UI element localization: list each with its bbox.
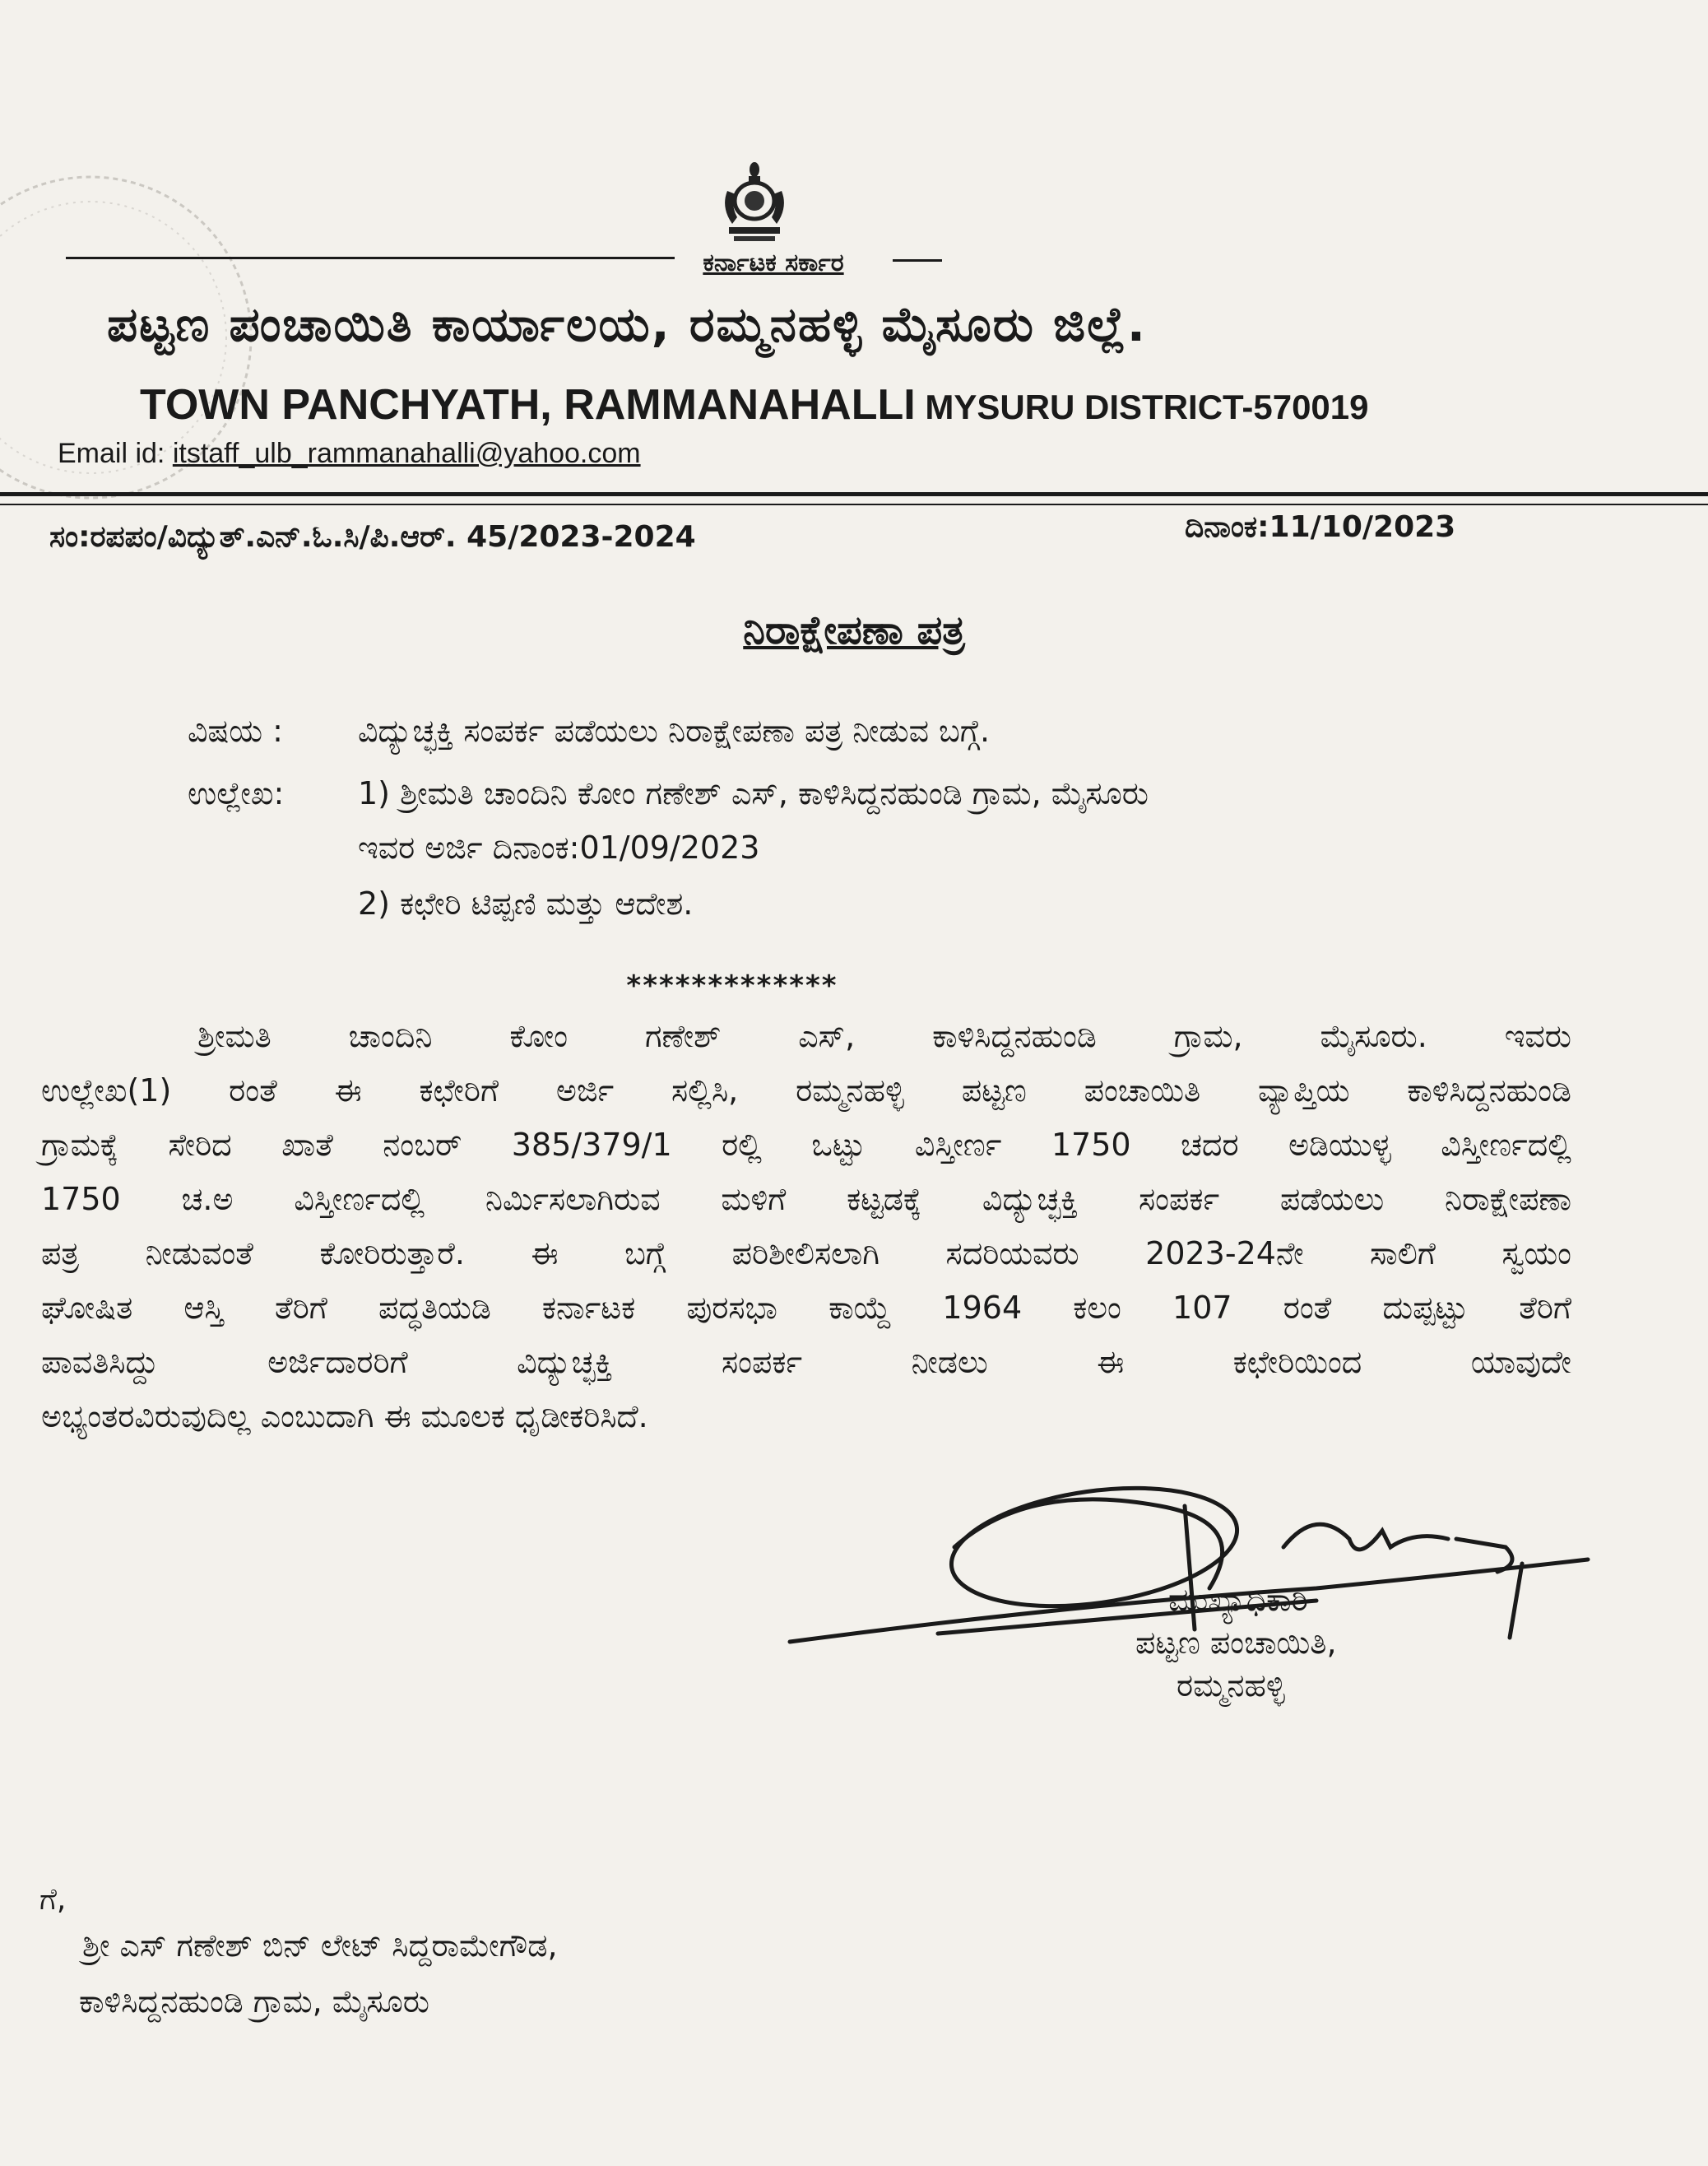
letter-date: ದಿನಾಂಕ:11/10/2023	[1185, 510, 1456, 544]
body-line: ಘೋಷಿತ ಆಸ್ತಿ ತೆರಿಗೆ ಪದ್ಧತಿಯಡಿ ಕರ್ನಾಟಕ ಪುರಸಭಾ ಕಾಯ್ದೆ 1964 ಕಲಂ 107 ರಂತೆ ದುಪ್ಪಟ್ಟು ತೆರಿಗೆ	[41, 1290, 1571, 1326]
subject-text: ವಿದ್ಯುಚ್ಛಕ್ತಿ ಸಂಪರ್ಕ ಪಡೆಯಲು ನಿರಾಕ್ಷೇಪಣಾ ಪತ್ರ ನೀಡುವ ಬಗ್ಗೆ.	[358, 713, 991, 749]
body-line: 1750 ಚ.ಅ ವಿಸ್ತೀರ್ಣದಲ್ಲಿ ನಿರ್ಮಿಸಲಾಗಿರುವ ಮಳಿಗೆ ಕಟ್ಟಡಕ್ಕೆ ವಿದ್ಯುಚ್ಛಕ್ತಿ ಸಂಪರ್ಕ ಪಡೆಯಲು ನಿರಾಕ್ಷೇಪಣಾ	[41, 1181, 1571, 1217]
body-line: ಗ್ರಾಮಕ್ಕೆ ಸೇರಿದ ಖಾತೆ ನಂಬರ್ 385/379/1 ರಲ್ಲಿ ಒಟ್ಟು ವಿಸ್ತೀರ್ಣ 1750 ಚದರ ಅಡಿಯುಳ್ಳ ವಿಸ್ತೀರ್ಣದಲ್ಲಿ	[41, 1127, 1571, 1163]
document-title: ನಿರಾಕ್ಷೇಪಣಾ ಪತ್ರ	[743, 607, 965, 653]
office-name-english-district: MYSURU DISTRICT-570019	[925, 388, 1369, 426]
reference-item-1-line-1: 1) ಶ್ರೀಮತಿ ಚಾಂದಿನಿ ಕೋಂ ಗಣೇಶ್ ಎಸ್, ಕಾಳಿಸಿದ್ದನಹುಂಡಿ ಗ್ರಾಮ, ಮೈಸೂರು	[358, 775, 1149, 811]
signatory-office: ಪಟ್ಟಣ ಪಂಚಾಯಿತಿ,	[1135, 1624, 1337, 1661]
separator-stars: *************	[626, 969, 838, 1002]
subject-label: ವಿಷಯ :	[188, 713, 283, 749]
reference-label: ಉಲ್ಲೇಖ:	[188, 775, 285, 811]
signatory-place: ರಮ್ಮನಹಳ್ಳಿ	[1177, 1667, 1285, 1704]
email-address[interactable]: itstaff_ulb_rammanahalli@yahoo.com	[172, 438, 641, 469]
body-line: ಪಾವತಿಸಿದ್ದು ಅರ್ಜಿದಾರರಿಗೆ ವಿದ್ಯುಚ್ಛಕ್ತಿ ಸಂಪರ್ಕ ನೀಡಲು ಈ ಕಛೇರಿಯಿಂದ ಯಾವುದೇ	[41, 1344, 1572, 1380]
body-line: ಅಭ್ಯಂತರವಿರುವುದಿಲ್ಲ ಎಂಬುದಾಗಿ ಈ ಮೂಲಕ ಧೃಡೀಕರಿಸಿದೆ.	[41, 1398, 648, 1434]
office-name-english-main: TOWN PANCHYATH, RAMMANAHALLI	[140, 381, 916, 429]
email-label: Email id:	[58, 438, 165, 469]
recipient-name: ಶ್ರೀ ಎಸ್ ಗಣೇಶ್ ಬಿನ್ ಲೇಟ್ ಸಿದ್ದರಾಮೇಗೌಡ,	[82, 1927, 558, 1964]
body-line: ಶ್ರೀಮತಿ ಚಾಂದಿನಿ ಕೋಂ ಗಣೇಶ್ ಎಸ್, ಕಾಳಿಸಿದ್ದನಹುಂಡಿ ಗ್ರಾಮ, ಮೈಸೂರು. ಇವರು	[197, 1018, 1571, 1054]
recipient-address: ಕಾಳಿಸಿದ್ದನಹುಂಡಿ ಗ್ರಾಮ, ಮೈಸೂರು	[79, 1983, 429, 2020]
body-line: ಪತ್ರ ನೀಡುವಂತೆ ಕೋರಿರುತ್ತಾರೆ. ಈ ಬಗ್ಗೆ ಪರಿಶೀಲಿಸಲಾಗಿ ಸದರಿಯವರು 2023-24ನೇ ಸಾಲಿಗೆ ಸ್ವಯಂ	[41, 1235, 1571, 1271]
signatory-block	[1102, 1578, 1337, 1707]
signatory-designation: ಮುಖ್ಯಾಧಿಕಾರಿ	[1168, 1582, 1308, 1618]
body-line: ಉಲ್ಲೇಖ(1) ರಂತೆ ಈ ಕಛೇರಿಗೆ ಅರ್ಜಿ ಸಲ್ಲಿಸಿ, ರಮ್ಮನಹಳ್ಳಿ ಪಟ್ಟಣ ಪಂಚಾಯಿತಿ ವ್ಯಾಪ್ತಿಯ ಕಾಳಿಸಿದ್ದನಹುಂಡಿ	[41, 1072, 1571, 1109]
reference-item-1-line-2: ಇವರ ಅರ್ಜಿ ದಿನಾಂಕ:01/09/2023	[358, 830, 760, 866]
reference-item-2: 2) ಕಛೇರಿ ಟಿಪ್ಪಣಿ ಮತ್ತು ಆದೇಶ.	[358, 885, 694, 922]
office-name-kannada: ಪಟ್ಟಣ ಪಂಚಾಯಿತಿ ಕಾರ್ಯಾಲಯ, ರಮ್ಮನಹಳ್ಳಿ ಮೈಸೂರು ಜಿಲ್ಲೆ.	[107, 296, 1147, 352]
reference-number: ಸಂ:ರಪಪಂ/ವಿದ್ಯುತ್.ಎನ್.ಓ.ಸಿ/ಪಿ.ಆರ್. 45/2023-2024	[49, 520, 696, 554]
government-name: ಕರ್ನಾಟಕ ಸರ್ಕಾರ	[703, 249, 844, 277]
recipient-to-label: ಗೆ,	[39, 1883, 67, 1917]
